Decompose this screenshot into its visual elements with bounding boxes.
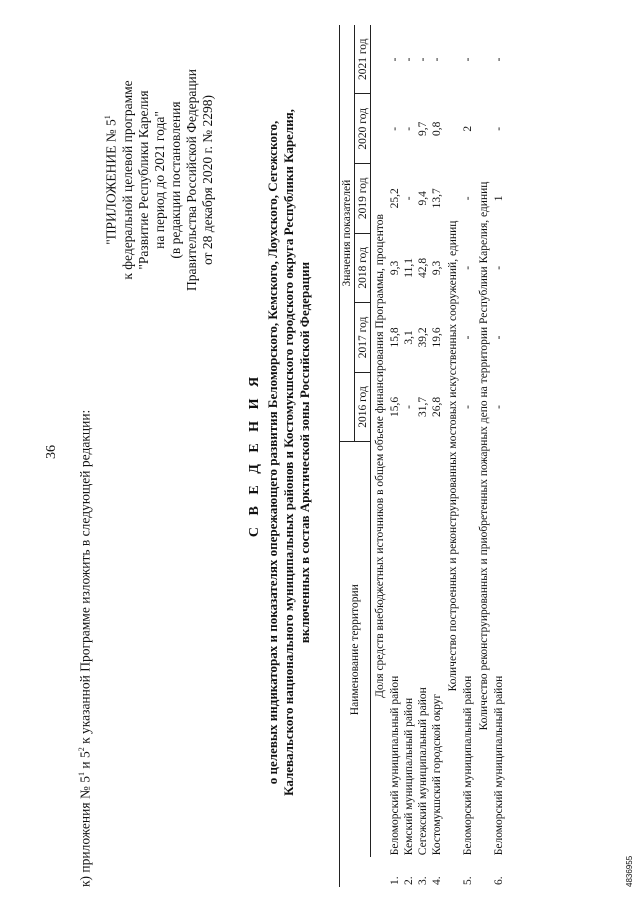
appendix-line2: к федеральной целевой программе xyxy=(119,80,135,280)
cell-value: - xyxy=(493,265,505,270)
cell-value: 1 xyxy=(493,195,505,202)
intro-sup2: 2 xyxy=(77,747,86,752)
cell-value: - xyxy=(462,405,474,409)
cell-value: 0,8 xyxy=(431,121,443,136)
table-row xyxy=(388,25,402,887)
cell-value: - xyxy=(493,405,505,409)
cell-value: - xyxy=(462,335,474,340)
document-subtitle xyxy=(265,95,313,810)
cell-value: 11,1 xyxy=(403,258,415,278)
row-name: Беломорский муниципальный район xyxy=(462,675,474,856)
values-header: Значения показателей xyxy=(340,25,355,442)
appendix-line1 xyxy=(100,15,120,345)
year-header: 2017 год xyxy=(355,303,371,373)
intro-after: к указанной Программе изложить в следующей редакции: xyxy=(77,409,93,748)
cell-value: - xyxy=(431,57,443,62)
cell-value: 9,3 xyxy=(431,260,443,276)
appendix-line1-text: "ПРИЛОЖЕНИЕ № 5 xyxy=(103,119,119,245)
cell-value: 19,6 xyxy=(431,327,443,348)
row-name: Костомукшский городской округ xyxy=(431,693,443,856)
cell-value: 25,2 xyxy=(389,188,401,209)
table-row xyxy=(416,25,430,887)
appendix-line5: (в редакции постановления xyxy=(167,101,183,259)
cell-value: 26,8 xyxy=(431,396,443,418)
appendix-line4: на период до 2021 года" xyxy=(151,111,167,249)
section-title: Доля средств внебюджетных источников в общем объеме финансирования Программы, процентов xyxy=(373,214,386,698)
appendix-line6: Правительства Российской Федерации xyxy=(183,69,199,291)
cell-value: 15,8 xyxy=(389,327,401,348)
row-num: 3. xyxy=(417,876,429,885)
table-row xyxy=(430,25,444,887)
row-name: Беломорский муниципальный район xyxy=(493,675,505,856)
cell-value: - xyxy=(403,405,415,409)
cell-value: - xyxy=(493,126,505,131)
year-header: 2018 год xyxy=(355,233,371,303)
indicators-table xyxy=(339,25,506,887)
intro-before: к) приложения № 5 xyxy=(77,776,93,887)
cell-value: 9,7 xyxy=(417,121,429,136)
section-row xyxy=(475,25,492,887)
cell-value: - xyxy=(389,126,401,131)
section-row xyxy=(444,25,461,887)
cell-value: - xyxy=(403,126,415,131)
row-num: 6. xyxy=(493,876,505,885)
intro-sup1: 1 xyxy=(77,772,86,777)
section-title: Количество построенных и реконструированных мостовых искусственных сооружений, единиц xyxy=(446,220,459,692)
row-name: Сегежский муниципальный район xyxy=(417,687,429,856)
intro-mid: и 5 xyxy=(77,751,93,773)
subtitle-line1: о целевых индикаторах и показателях опережающего развития Беломорского, Кемского, Лоухского, Сегежского, xyxy=(265,120,280,785)
cell-value: 15,6 xyxy=(389,396,401,418)
table-row xyxy=(461,25,475,887)
num-header xyxy=(340,857,371,887)
table-row xyxy=(402,25,416,887)
cell-value: 13,7 xyxy=(431,188,443,209)
row-num: 1. xyxy=(389,876,401,885)
cell-value: - xyxy=(417,57,429,62)
cell-value: - xyxy=(462,196,474,201)
cell-value: 3,1 xyxy=(403,330,415,345)
appendix-line3: "Развитие Республики Карелия xyxy=(135,90,151,270)
intro-text xyxy=(77,410,94,887)
cell-value: - xyxy=(462,57,474,62)
section-row xyxy=(371,25,389,887)
subtitle-line2: Калевальского национального муниципальных районов и Костомукшского городского округа Республики Карелия, xyxy=(281,109,296,796)
year-header: 2020 год xyxy=(355,94,371,164)
name-header: Наименование территории xyxy=(340,442,371,857)
cell-value: 39,2 xyxy=(417,327,429,348)
row-name: Кемский муниципальный район xyxy=(403,697,415,856)
cell-value: 9,3 xyxy=(389,260,401,276)
cell-value: - xyxy=(403,57,415,62)
appendix-line7: от 28 декабря 2020 г. № 2298) xyxy=(199,94,215,266)
page-number: 36 xyxy=(44,445,59,459)
barcode-number: 4836955 xyxy=(625,855,634,887)
year-header: 2019 год xyxy=(355,164,371,234)
row-num: 5. xyxy=(462,876,474,885)
document-title: С В Е Д Е Н И Я xyxy=(247,372,262,538)
subtitle-line3: включенных в состав Арктической зоны Российской Федерации xyxy=(297,261,312,644)
cell-value: 31,7 xyxy=(417,396,429,418)
section-title: Количество реконструированных и приобретенных пожарных депо на территории Республики Карелия, единиц xyxy=(477,181,490,731)
cell-value: - xyxy=(493,335,505,340)
year-header: 2016 год xyxy=(355,372,371,442)
row-num: 4. xyxy=(431,876,443,885)
cell-value: - xyxy=(493,57,505,62)
appendix-header xyxy=(100,15,216,345)
cell-value: - xyxy=(462,265,474,270)
year-header: 2021 год xyxy=(355,25,371,94)
row-name: Беломорский муниципальный район xyxy=(389,675,401,856)
cell-value: 2 xyxy=(462,125,474,132)
row-num: 2. xyxy=(403,876,415,885)
cell-value: - xyxy=(389,57,401,62)
appendix-line1-sup: 1 xyxy=(103,115,112,120)
cell-value: 9,4 xyxy=(417,191,429,206)
cell-value: - xyxy=(403,196,415,201)
table-row xyxy=(492,25,506,887)
cell-value: 42,8 xyxy=(417,257,429,278)
